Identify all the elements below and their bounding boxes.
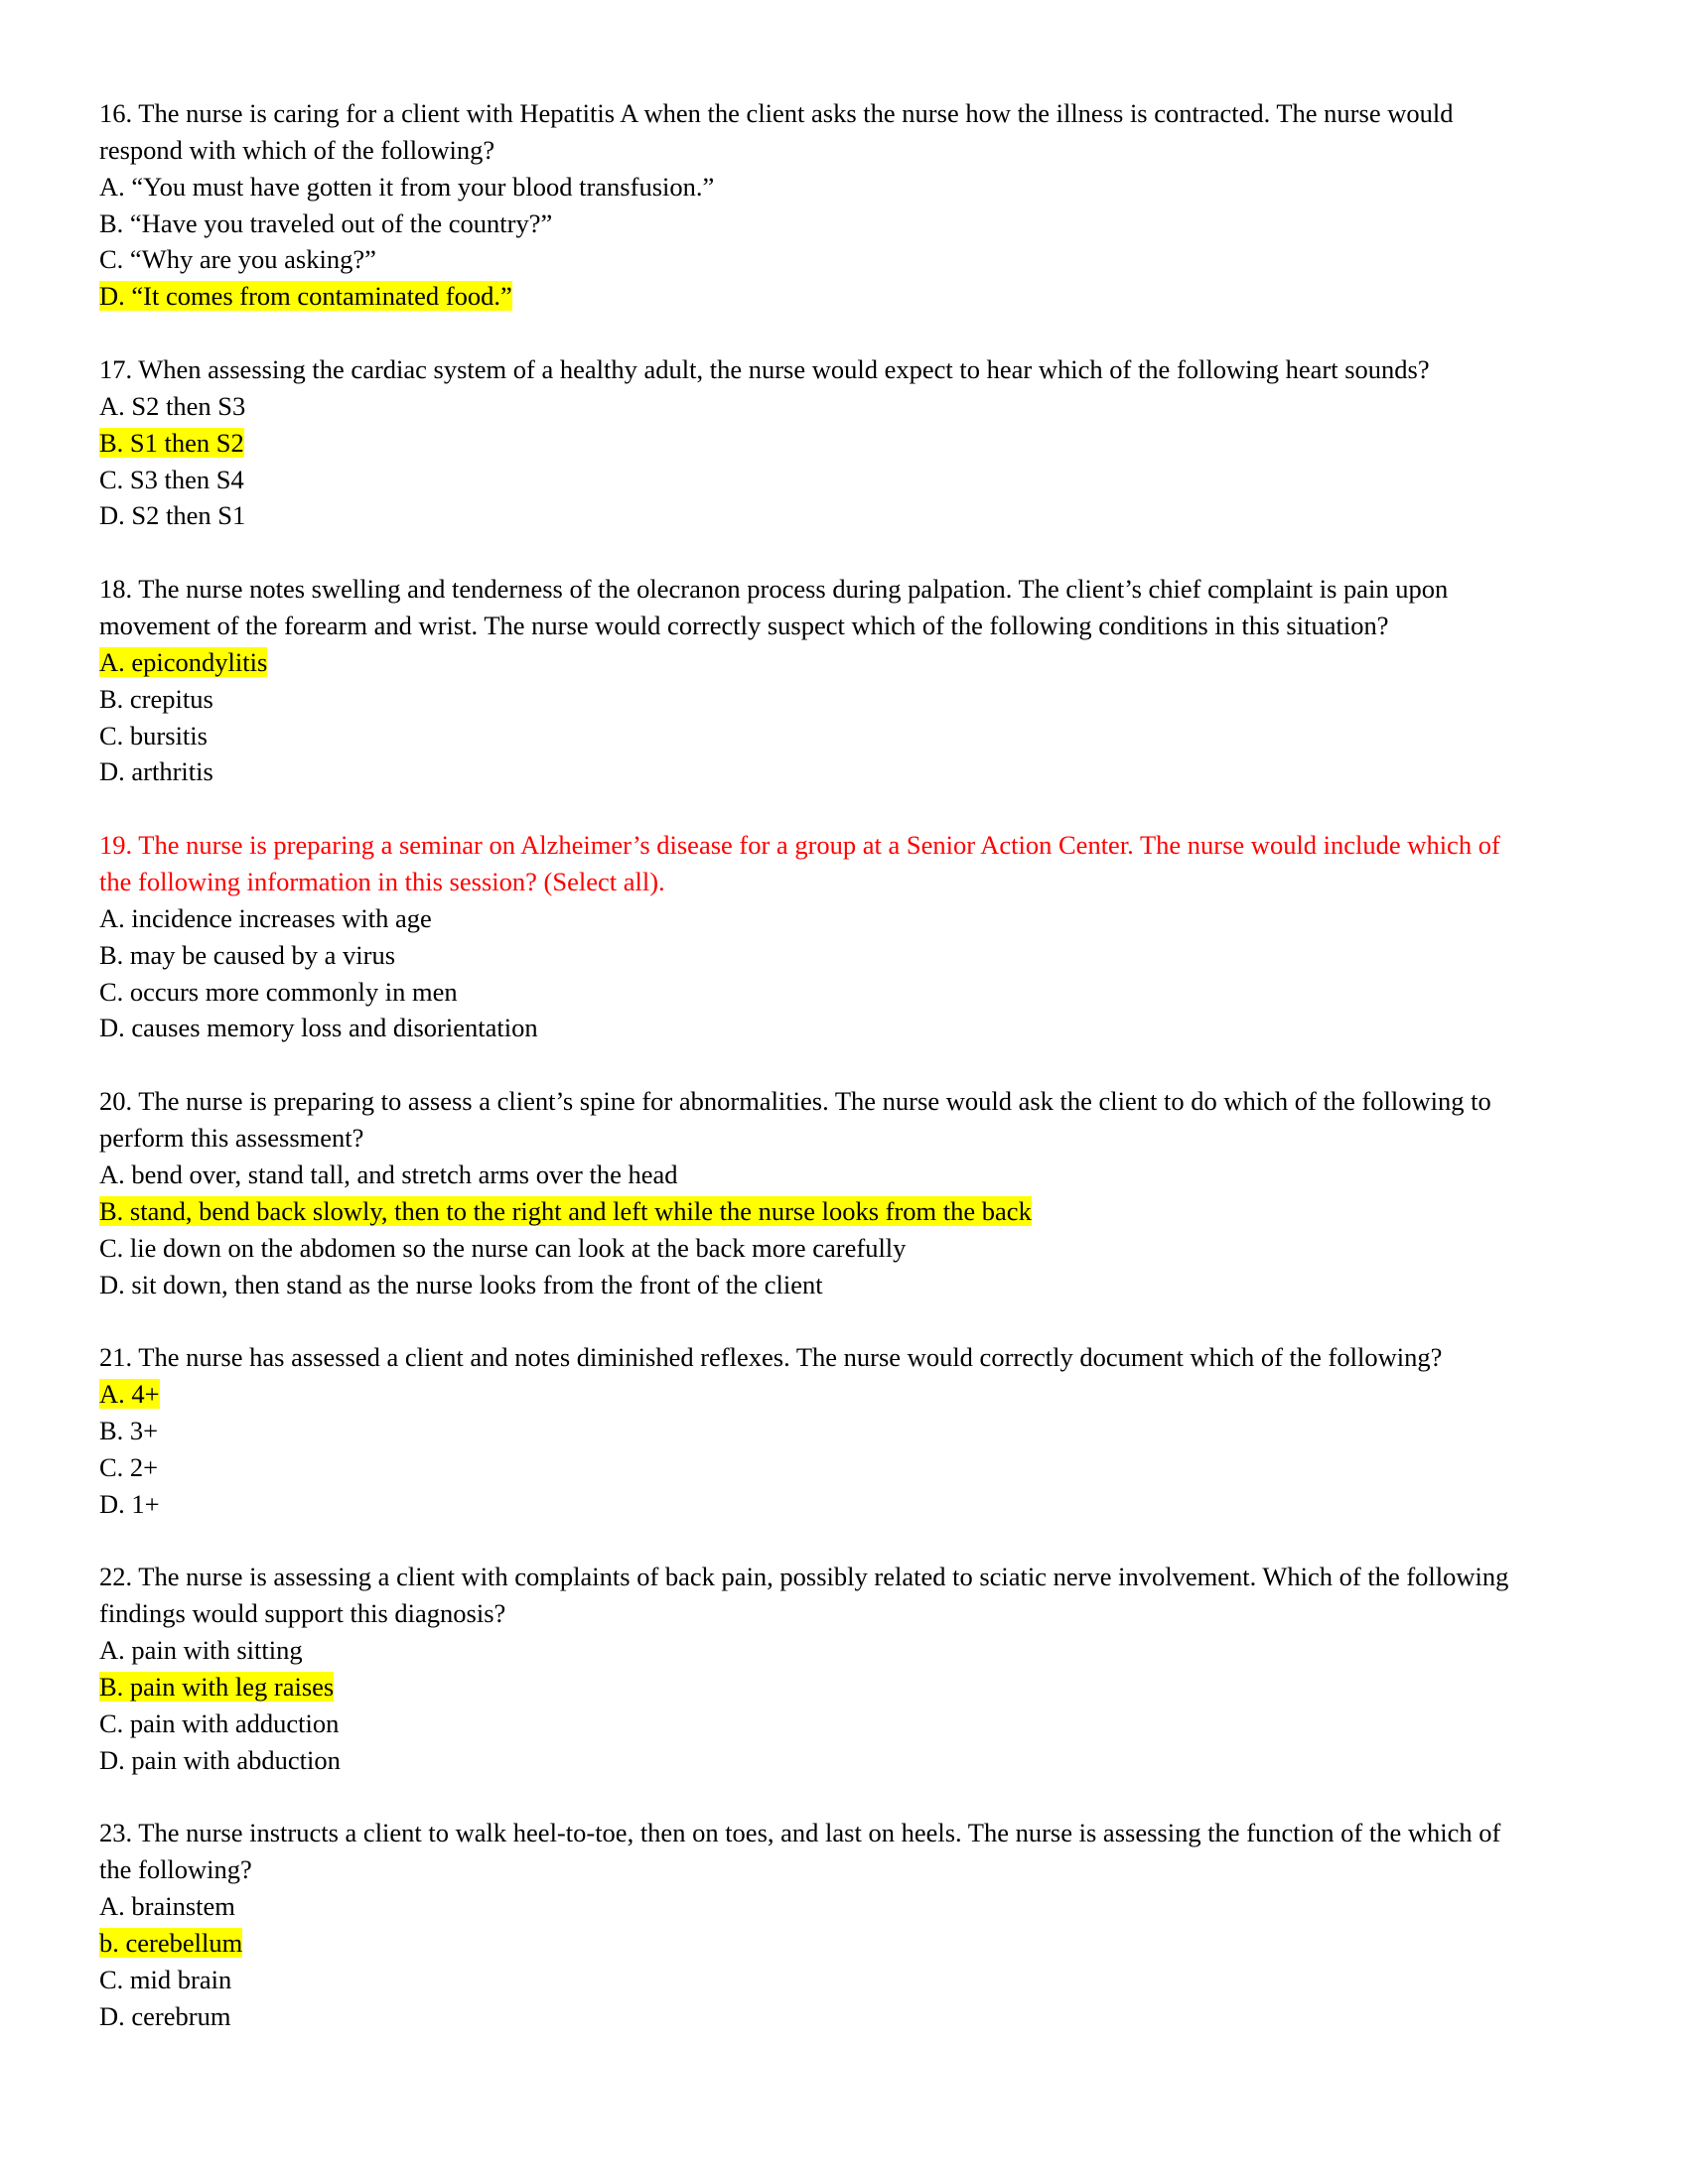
option-a <box>99 1888 1589 1925</box>
highlighted-answer: B. pain with leg raises <box>99 1671 335 1702</box>
question-22 <box>99 1559 1589 1778</box>
option-text: A. incidence increases with age <box>99 902 432 933</box>
highlighted-answer: B. stand, bend back slowly, then to the right and left while the nurse looks from the back <box>99 1195 1032 1226</box>
option-d <box>99 1486 1589 1523</box>
option-text: C. bursitis <box>99 720 208 751</box>
option-text: C. “Why are you asking?” <box>99 244 376 275</box>
document-page <box>99 95 1589 2071</box>
option-text: C. 2+ <box>99 1451 159 1482</box>
option-text: D. causes memory loss and disorientation <box>99 1013 538 1043</box>
option-c <box>99 1230 1589 1267</box>
question-21 <box>99 1339 1589 1522</box>
option-a <box>99 169 1589 205</box>
option-text: A. bend over, stand tall, and stretch arms over the head <box>99 1159 678 1189</box>
option-c <box>99 1706 1589 1742</box>
option-a <box>99 644 1589 681</box>
question-stem-line: 17. When assessing the cardiac system of a healthy adult, the nurse would expect to hear which of the following heart sounds? <box>99 354 1430 385</box>
option-text: B. “Have you traveled out of the country?” <box>99 207 553 238</box>
option-c <box>99 974 1589 1011</box>
question-stem-line: movement of the forearm and wrist. The nurse would correctly suspect which of the following conditions in this situation? <box>99 611 1389 641</box>
question-stem-line: 16. The nurse is caring for a client with Hepatitis A when the client asks the nurse how the illness is contracted. The nurse would <box>99 98 1454 128</box>
option-b <box>99 1669 1589 1706</box>
option-b <box>99 1925 1589 1962</box>
question-stem-line: 18. The nurse notes swelling and tenderness of the olecranon process during palpation. The client’s chief complaint is pain upon <box>99 574 1449 605</box>
highlighted-answer: D. “It comes from contaminated food.” <box>99 281 512 312</box>
question-stem-line: 21. The nurse has assessed a client and notes diminished reflexes. The nurse would correctly document which of the following? <box>99 1342 1443 1373</box>
option-a <box>99 1376 1589 1413</box>
option-a <box>99 900 1589 937</box>
option-d <box>99 1267 1589 1303</box>
option-d <box>99 1998 1589 2035</box>
option-text: A. brainstem <box>99 1891 235 1922</box>
option-a <box>99 1157 1589 1193</box>
question-16 <box>99 95 1589 315</box>
option-text: B. 3+ <box>99 1415 159 1445</box>
option-text: C. pain with adduction <box>99 1707 340 1738</box>
question-stem-line: 22. The nurse is assessing a client with complaints of back pain, possibly related to sciatic nerve involvement. Which of the following <box>99 1562 1509 1592</box>
option-d <box>99 1010 1589 1046</box>
option-text: A. pain with sitting <box>99 1635 303 1666</box>
question-20 <box>99 1083 1589 1302</box>
option-d <box>99 278 1589 315</box>
option-b <box>99 681 1589 718</box>
option-c <box>99 1962 1589 1998</box>
option-b <box>99 937 1589 974</box>
option-a <box>99 388 1589 425</box>
option-text: D. arthritis <box>99 756 213 787</box>
highlighted-answer: A. 4+ <box>99 1379 160 1410</box>
question-stem-line-red: the following information in this session? (Select all). <box>99 867 665 897</box>
option-text: C. mid brain <box>99 1964 232 1994</box>
option-text: D. S2 then S1 <box>99 500 246 531</box>
question-17 <box>99 351 1589 534</box>
option-text: B. may be caused by a virus <box>99 939 396 970</box>
option-text: A. “You must have gotten it from your blood transfusion.” <box>99 171 715 202</box>
question-18 <box>99 571 1589 790</box>
question-stem-line: the following? <box>99 1854 252 1885</box>
highlighted-answer: A. epicondylitis <box>99 646 268 677</box>
option-c <box>99 241 1589 278</box>
option-d <box>99 497 1589 534</box>
option-b <box>99 1193 1589 1230</box>
question-stem-line: 23. The nurse instructs a client to walk heel-to-toe, then on toes, and last on heels. The nurse is assessing the function of the which of <box>99 1818 1501 1848</box>
option-text: C. lie down on the abdomen so the nurse can look at the back more carefully <box>99 1232 907 1263</box>
option-text: D. cerebrum <box>99 2000 231 2031</box>
option-text: B. crepitus <box>99 683 213 714</box>
option-a <box>99 1632 1589 1669</box>
highlighted-answer: B. S1 then S2 <box>99 427 244 458</box>
option-c <box>99 718 1589 754</box>
option-c <box>99 1449 1589 1486</box>
question-19 <box>99 827 1589 1046</box>
question-stem-line-red: 19. The nurse is preparing a seminar on Alzheimer’s disease for a group at a Senior Action Center. The nurse would include which of <box>99 830 1500 861</box>
question-23 <box>99 1815 1589 2034</box>
question-stem-line: 20. The nurse is preparing to assess a client’s spine for abnormalities. The nurse would ask the client to do which of the following to <box>99 1086 1491 1117</box>
option-text: C. occurs more commonly in men <box>99 976 458 1007</box>
option-d <box>99 753 1589 790</box>
option-b <box>99 205 1589 242</box>
question-stem-line: findings would support this diagnosis? <box>99 1598 506 1629</box>
option-d <box>99 1742 1589 1779</box>
question-stem-line: respond with which of the following? <box>99 134 495 165</box>
option-text: A. S2 then S3 <box>99 390 246 421</box>
highlighted-answer: b. cerebellum <box>99 1927 243 1958</box>
option-text: D. 1+ <box>99 1488 160 1519</box>
option-text: C. S3 then S4 <box>99 464 244 494</box>
option-text: D. pain with abduction <box>99 1744 341 1775</box>
option-b <box>99 425 1589 462</box>
question-stem-line: perform this assessment? <box>99 1123 364 1154</box>
option-b <box>99 1413 1589 1449</box>
option-c <box>99 462 1589 498</box>
option-text: D. sit down, then stand as the nurse looks from the front of the client <box>99 1269 823 1299</box>
